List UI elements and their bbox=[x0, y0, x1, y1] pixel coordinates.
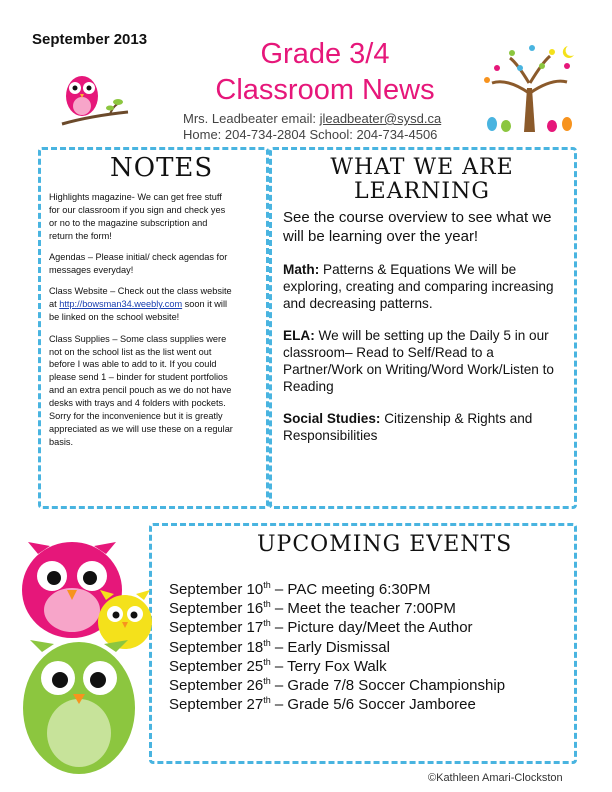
pink-owl-icon bbox=[60, 72, 130, 132]
subject-text: Citizenship & Rights and Responsibilities bbox=[283, 411, 533, 443]
event-text: – Early Dismissal bbox=[270, 638, 390, 656]
note-item: Agendas – Please initial/ check agendas for messages everyday! bbox=[49, 252, 228, 276]
event-date-suffix: th bbox=[263, 695, 271, 706]
event-date: September 16 bbox=[169, 600, 264, 618]
learning-heading-line-2: LEARNING bbox=[354, 179, 490, 204]
teacher-email: jleadbeater@sysd.ca bbox=[319, 111, 442, 126]
events-list bbox=[169, 580, 505, 714]
event-item bbox=[169, 676, 505, 695]
event-date: September 18 bbox=[169, 638, 264, 656]
phone-numbers: Home: 204-734-2804 School: 204-734-4506 bbox=[183, 127, 438, 142]
event-text: – Picture day/Meet the Author bbox=[270, 619, 473, 637]
event-text: – Grade 5/6 Soccer Jamboree bbox=[270, 696, 476, 714]
owl-tree-icon bbox=[472, 38, 584, 134]
event-date-suffix: th bbox=[263, 656, 271, 667]
notes-heading: NOTES bbox=[110, 153, 214, 183]
subject-label: ELA: bbox=[283, 328, 315, 343]
event-text: – Terry Fox Walk bbox=[270, 657, 387, 675]
event-item bbox=[169, 599, 505, 618]
subject-item bbox=[283, 327, 565, 395]
event-item bbox=[169, 580, 505, 599]
subject-text: We will be setting up the Daily 5 in our classroom– Read to Self/Read to a Partner/Work on Writing/Word Work/Listen to Reading bbox=[283, 328, 554, 394]
contact-info bbox=[183, 111, 441, 143]
event-item bbox=[169, 618, 505, 637]
event-date-suffix: th bbox=[263, 676, 271, 687]
event-date: September 25 bbox=[169, 657, 264, 675]
title-line-1: Grade 3/4 bbox=[260, 38, 390, 70]
subject-item bbox=[283, 261, 565, 312]
note-item bbox=[49, 285, 233, 324]
title-line-2: Classroom News bbox=[215, 74, 435, 106]
event-date-suffix: th bbox=[263, 637, 271, 648]
event-date: September 26 bbox=[169, 677, 264, 695]
note-text: Class Website – Check out the class website at bbox=[49, 286, 232, 310]
event-date: September 17 bbox=[169, 619, 264, 637]
learning-intro: See the course overview to see what we will be learning over the year! bbox=[283, 209, 552, 245]
subject-label: Math: bbox=[283, 262, 320, 277]
note-item: Highlights magazine- We can get free stuff for our classroom if you sign and check yes or no to the magazine subscription and return the form! bbox=[49, 192, 226, 241]
owl-group-icon bbox=[16, 528, 156, 790]
copyright-credit: ©Kathleen Amari-Clockston bbox=[428, 772, 563, 784]
event-date: September 27 bbox=[169, 696, 264, 714]
newsletter-date: September 2013 bbox=[32, 31, 148, 48]
learning-list bbox=[283, 208, 565, 459]
event-text: – PAC meeting 6:30PM bbox=[270, 581, 431, 598]
event-date: September 10 bbox=[169, 581, 264, 598]
note-item: Class Supplies – Some class supplies were not on the school list as the list went out before I was able to add to it. If you could please send 1 – binder for student portfolios and an extra pencil pouch as we do not have desks with trays and 4 folders with pockets. Sorry for the inconvenience but it is greatly appreciated as we will use these on a regular basis. bbox=[49, 333, 233, 447]
event-date-suffix: th bbox=[263, 618, 271, 629]
learning-heading-line-1: WHAT WE ARE bbox=[330, 155, 514, 180]
notes-list bbox=[49, 191, 233, 457]
class-website-link[interactable]: http://bowsman34.weebly.com bbox=[59, 299, 183, 310]
event-date-suffix: th bbox=[263, 580, 271, 590]
event-text: – Meet the teacher 7:00PM bbox=[270, 600, 456, 618]
events-heading: UPCOMING EVENTS bbox=[257, 532, 513, 557]
note-text: soon it will be linked on the school website! bbox=[49, 299, 228, 323]
subject-text: Patterns & Equations We will be exploring, creating and comparing increasing and decreasing patterns. bbox=[283, 262, 554, 311]
event-item bbox=[169, 638, 505, 657]
subject-item bbox=[283, 410, 565, 444]
learning-heading bbox=[322, 156, 522, 204]
event-item bbox=[169, 695, 505, 714]
event-text: – Grade 7/8 Soccer Championship bbox=[270, 677, 506, 695]
page-title bbox=[190, 36, 460, 108]
teacher-name: Mrs. Leadbeater email: bbox=[183, 111, 320, 126]
subject-label: Social Studies: bbox=[283, 411, 381, 426]
event-item bbox=[169, 657, 505, 676]
event-date-suffix: th bbox=[263, 599, 271, 610]
